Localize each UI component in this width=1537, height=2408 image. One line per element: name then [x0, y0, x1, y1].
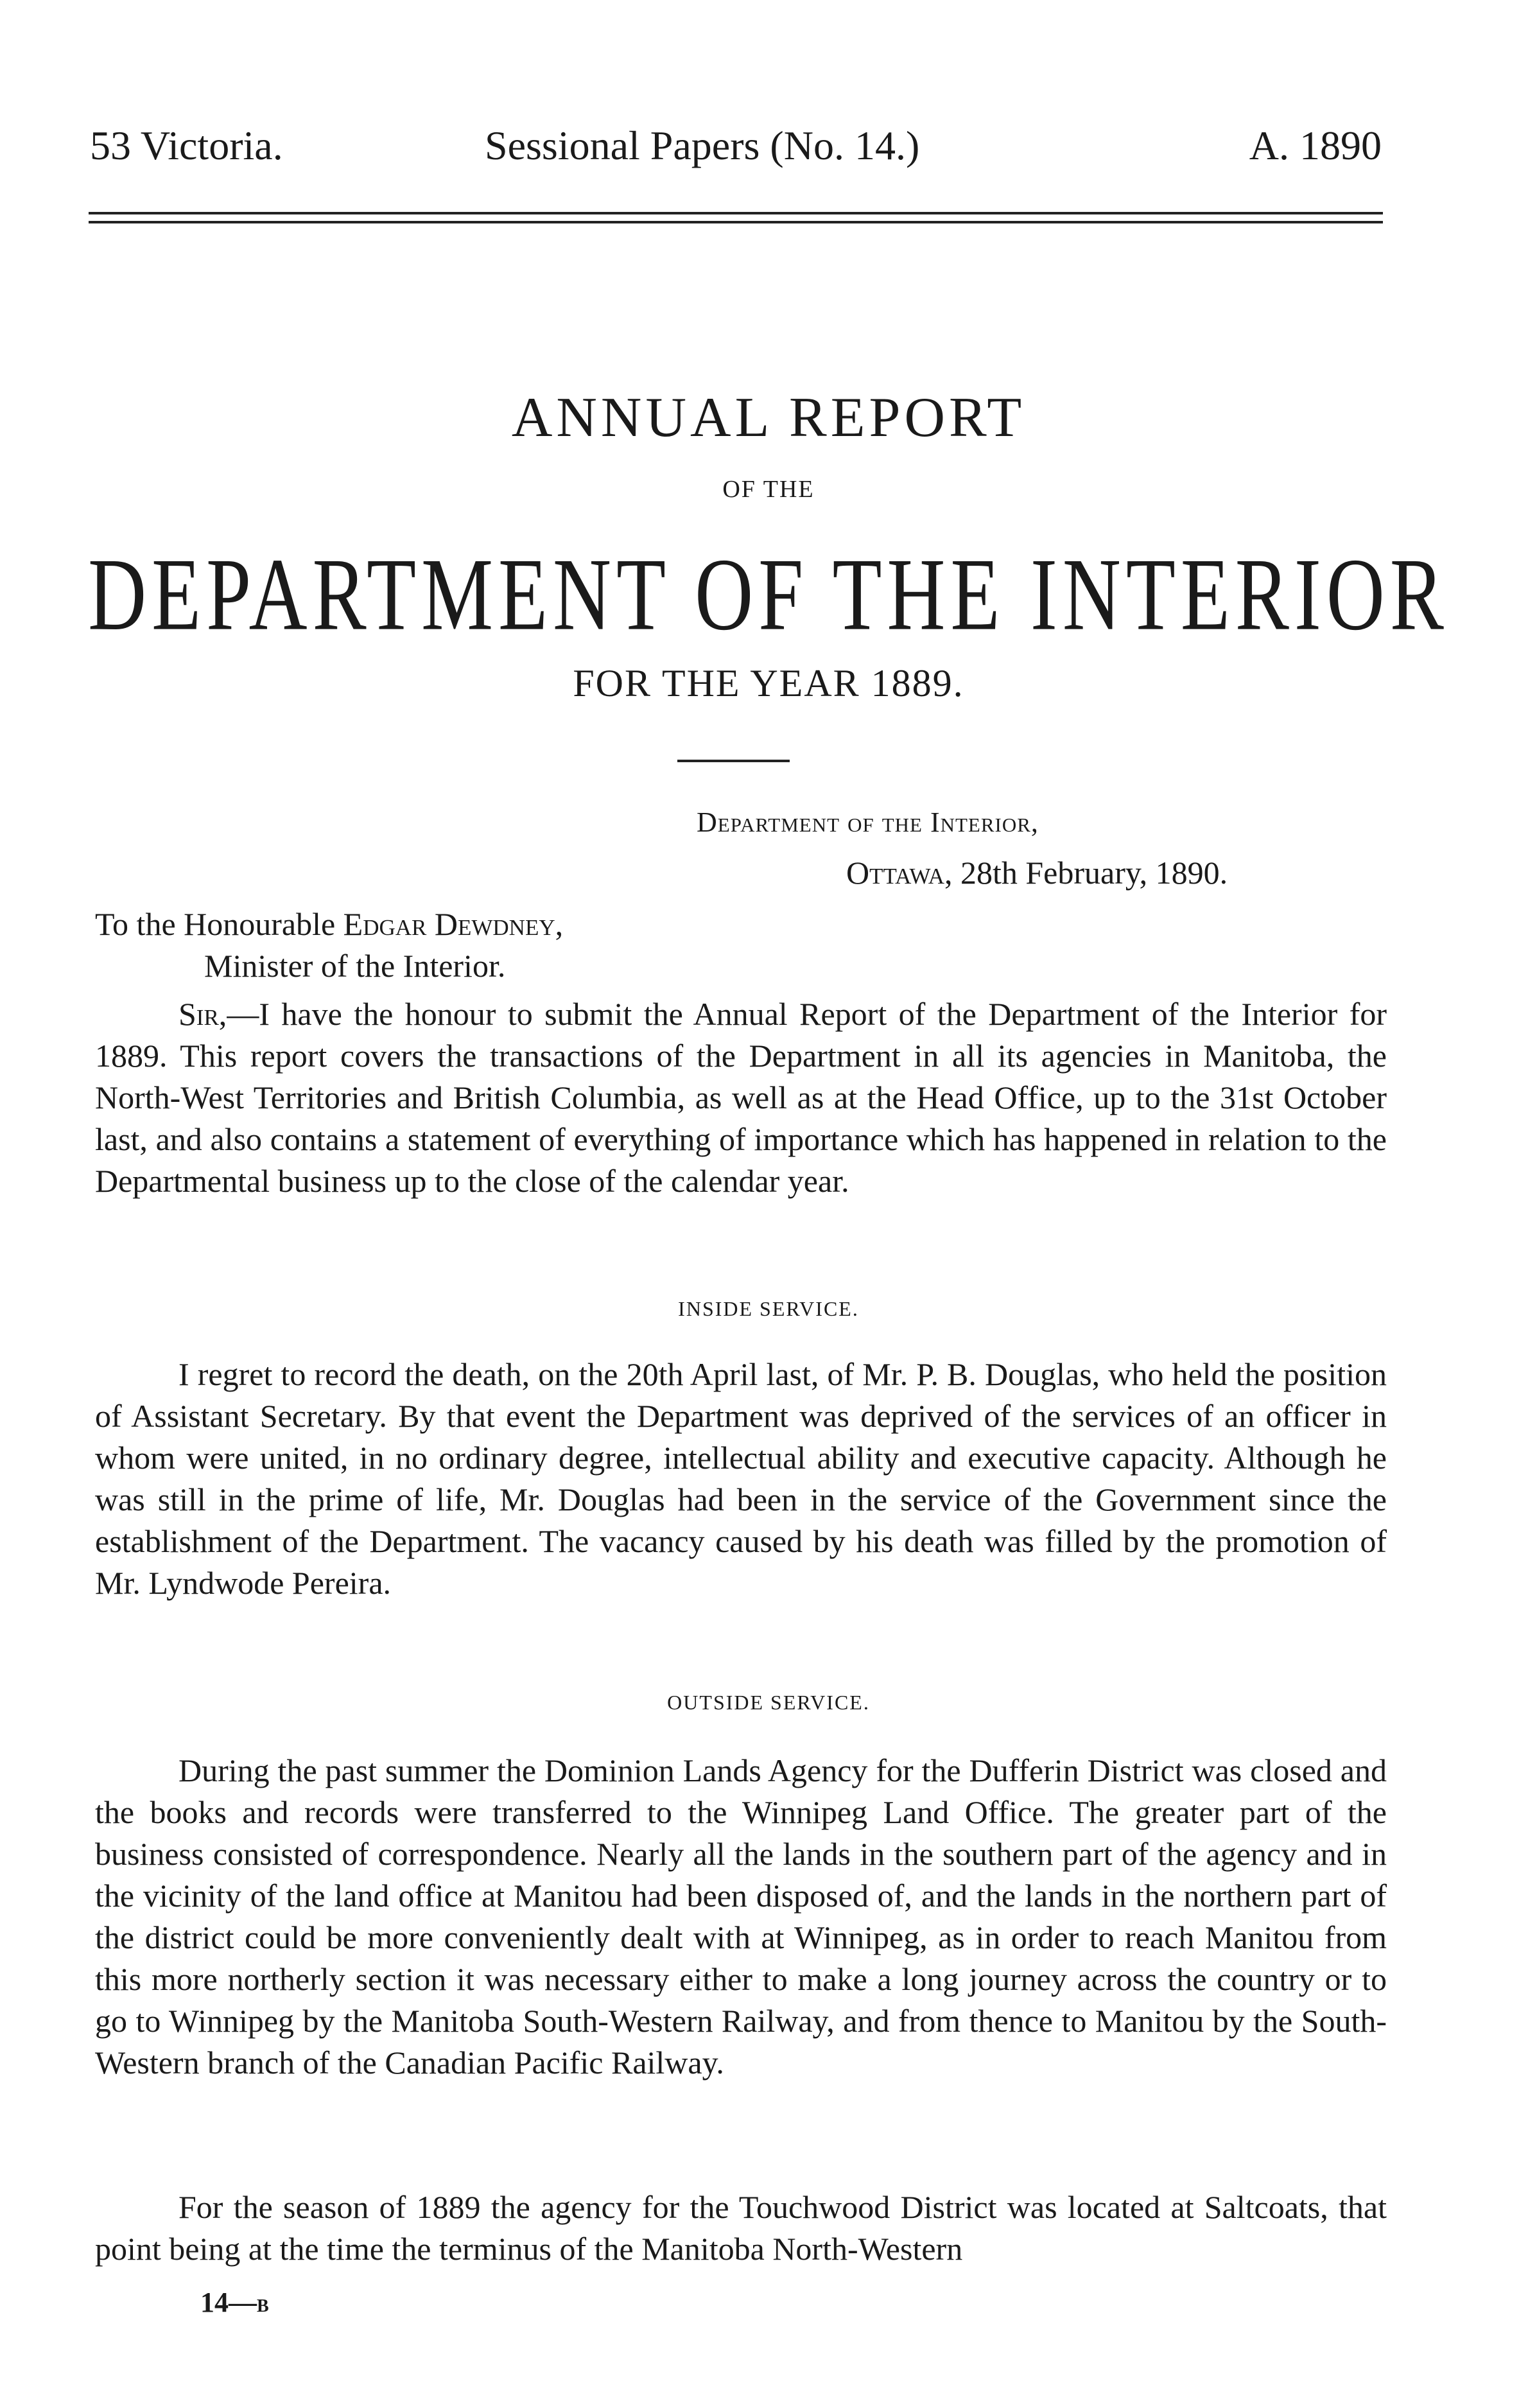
- title-department: DEPARTMENT OF THE INTERIOR: [88, 537, 1449, 652]
- header-sessional-papers: Sessional Papers (No. 14.): [485, 123, 920, 168]
- page-signature: [200, 2286, 269, 2319]
- header-year: A. 1890: [1249, 123, 1382, 168]
- letter-date-line: [846, 854, 1228, 891]
- intro-paragraph: [95, 993, 1387, 1202]
- letter-place: Ottawa,: [846, 855, 953, 891]
- inside-service-paragraph: I regret to record the death, on the 20th April last, of Mr. P. B. Douglas, who held the position of Assistant Secretary. By that event the Department was deprived of the services of an officer in whom were united, in no ordinary degree, intellectual ability and executive capacity. Although he was still in the prime of life, Mr. Douglas had been in the service of the Government since the establishment of the Department. The vacancy caused by his death was filled by the promotion of Mr. Lyndwode Pereira.: [95, 1356, 1387, 1601]
- addressee-title: Minister of the Interior.: [204, 948, 506, 984]
- addressee-prefix: To the Honourable: [95, 906, 343, 942]
- signature-letter: B: [257, 2296, 269, 2316]
- title-divider: [677, 760, 790, 762]
- letter-department: Department of the Interior,: [697, 807, 1039, 838]
- header-session: 53 Victoria.: [90, 123, 283, 168]
- header-double-rule: [89, 212, 1383, 223]
- running-header: [90, 122, 1382, 180]
- addressee-name: Edgar Dewdney,: [343, 906, 564, 942]
- letter-date: 28th February, 1890.: [952, 855, 1228, 891]
- title-of-the: OF THE: [722, 476, 815, 503]
- title-annual-report: ANNUAL REPORT: [511, 387, 1026, 449]
- title-year: FOR THE YEAR 1889.: [573, 662, 964, 704]
- addressee-line: [95, 905, 563, 943]
- outside-service-paragraph-2: For the season of 1889 the agency for the Touchwood District was located at Saltcoats, that point being at the time the terminus of the Manitoba North-Western: [95, 2189, 1387, 2267]
- heading-outside-service: OUTSIDE SERVICE.: [667, 1691, 870, 1714]
- signature-number: 14—: [200, 2287, 257, 2318]
- salutation: Sir,: [178, 996, 227, 1032]
- outside-service-paragraph-1: During the past summer the Dominion Lands Agency for the Dufferin District was closed and the books and records were transferred to the Winnipeg Land Office. The greater part of the business consisted of correspondence. Nearly all the lands in the southern part of the agency and in the vicinity of the land office at Manitou had been disposed of, and the lands in the northern part of the district could be more conveniently dealt with at Winnipeg, as in order to reach Manitou from this more northerly section it was necessary either to make a long journey across the country or to go to Winnipeg by the Manitoba South-Western Railway, and from thence to Manitou by the South-Western branch of the Canadian Pacific Railway.: [95, 1752, 1387, 2081]
- heading-inside-service: INSIDE SERVICE.: [678, 1297, 859, 1320]
- intro-text: —I have the honour to submit the Annual Report of the Department of the Interior for 1889. This report covers the transactions of the Department in all its agencies in Manitoba, the North-West Territories and British Columbia, as well as at the Head Office, up to the 31st October last, and also contains a statement of everything of importance which has happened in relation to the Departmental business up to the close of the calendar year.: [95, 996, 1387, 1199]
